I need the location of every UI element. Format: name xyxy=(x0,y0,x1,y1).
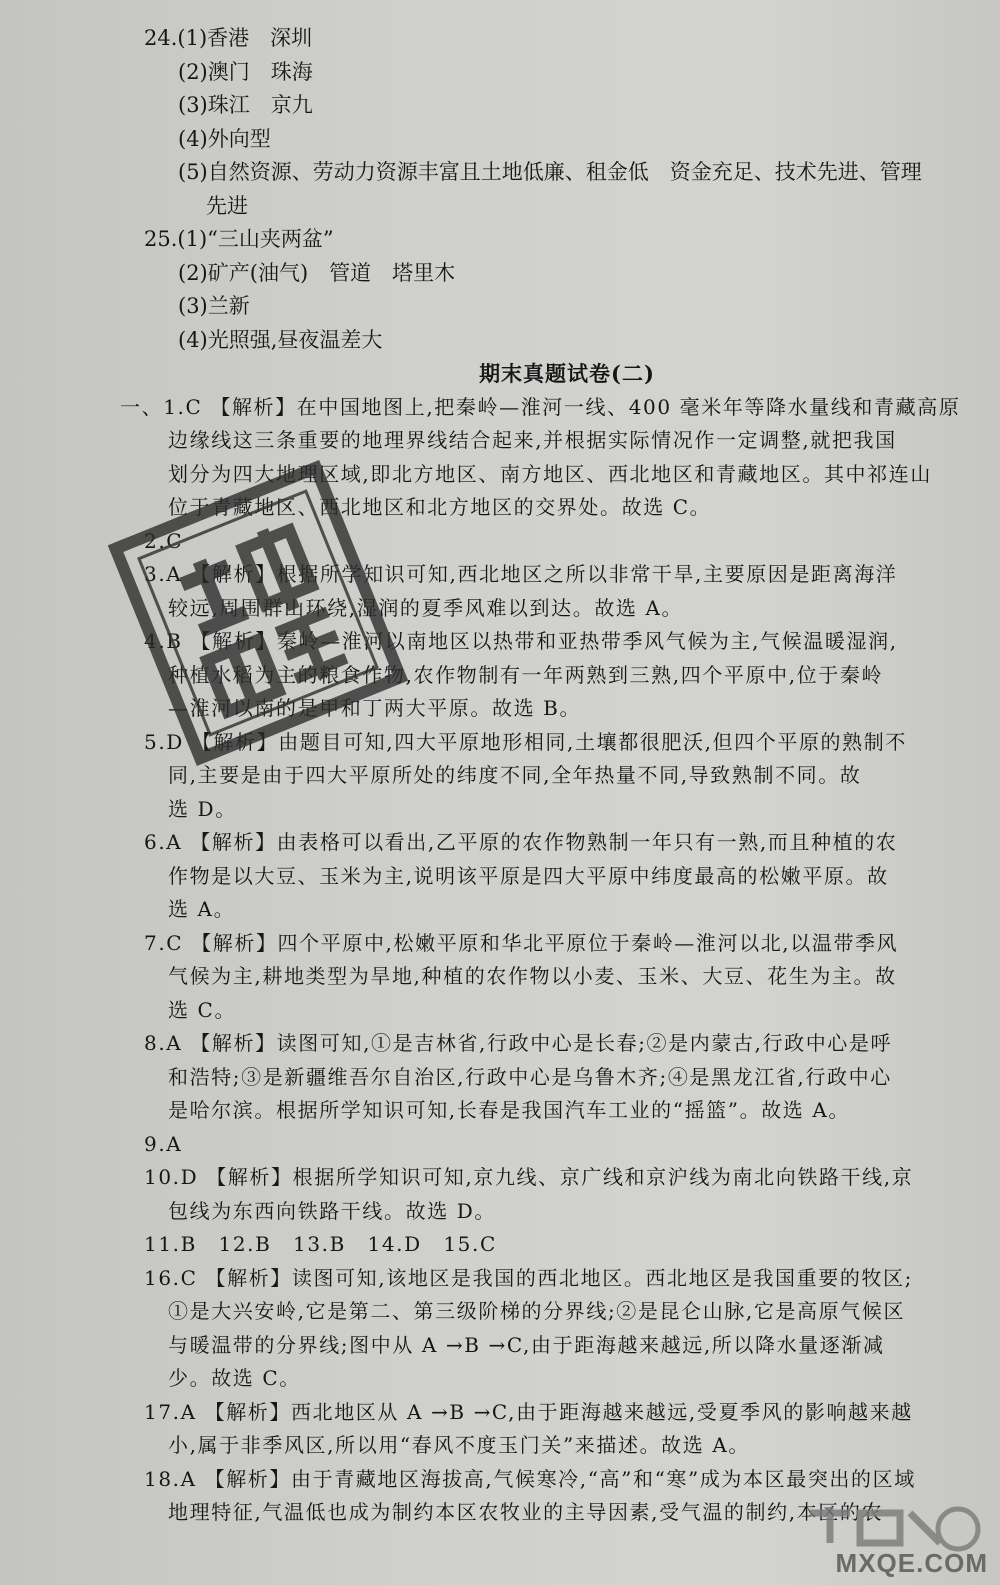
question-continuation-line: 作物是以大豆、玉米为主,说明该平原是四大平原中纬度最高的松嫩平原。故 xyxy=(168,863,889,888)
question-continuation-line: 选 A。 xyxy=(168,897,236,921)
question-continuation-line: 和浩特;③是新疆维吾尔自治区,行政中心是乌鲁木齐;④是黑龙江省,行政中心 xyxy=(168,1064,892,1089)
question-item xyxy=(144,1262,960,1396)
question-item xyxy=(144,726,960,827)
question-first-line: 一、1.C 【解析】在中国地图上,把秦岭—淮河一线、400 毫米年等降水量线和青藏高原 xyxy=(120,394,961,419)
answer-line: (3)珠江 京九 xyxy=(178,93,313,117)
answer-block-24-25 xyxy=(144,22,960,357)
question-continuation-line: ①是大兴安岭,它是第二、第三级阶梯的分界线;②是昆仑山脉,它是高原气候区 xyxy=(168,1299,906,1323)
question-item xyxy=(144,625,960,726)
question-continuation-line: 选 D。 xyxy=(168,796,237,821)
answer-line: (4)外向型 xyxy=(178,126,271,151)
question-continuation-line: 位于青藏地区、西北地区和北方地区的交界处。故选 C。 xyxy=(168,495,712,519)
question-item xyxy=(144,1128,960,1162)
answer-line: (2)矿产(油气) 管道 塔里木 xyxy=(178,260,456,285)
question-first-line: 9.A xyxy=(144,1131,183,1156)
question-continuation-line: 少。故选 C。 xyxy=(168,1366,301,1390)
answer-line: (5)自然资源、劳动力资源丰富且土地低廉、租金低 资金充足、技术先进、管理 xyxy=(178,160,922,184)
answer-line: 25.(1)“三山夹两盆” xyxy=(144,227,334,251)
question-first-line: 16.C 【解析】读图可知,该地区是我国的西北地区。西北地区是我国重要的牧区; xyxy=(144,1265,913,1290)
question-list xyxy=(120,391,961,1530)
question-item xyxy=(144,1396,960,1463)
question-continuation-line: 同,主要是由于四大平原所处的纬度不同,全年热量不同,导致熟制不同。故 xyxy=(168,763,862,787)
watermark-text: MXQE.COM xyxy=(835,1548,988,1578)
question-item xyxy=(144,1161,960,1228)
answer-line: (2)澳门 珠海 xyxy=(178,59,313,84)
question-continuation-line: 包线为东西向铁路干线。故选 D。 xyxy=(168,1198,496,1223)
question-first-line: 4.B 【解析】秦岭—淮河以南地区以热带和亚热带季风气候为主,气候温暖湿润, xyxy=(144,629,898,653)
question-continuation-line: —淮河以南的是甲和丁两大平原。故选 B。 xyxy=(168,696,582,720)
question-first-line: 6.A 【解析】由表格可以看出,乙平原的农作物熟制一年只有一熟,而且种植的农 xyxy=(144,830,898,854)
question-continuation-line: 与暖温带的分界线;图中从 A →B →C,由于距海越来越远,所以降水量逐渐减 xyxy=(168,1332,885,1357)
question-item xyxy=(144,1228,960,1262)
question-first-line: 2.C xyxy=(144,528,184,553)
question-first-line: 17.A 【解析】西北地区从 A →B →C,由于距海越来越远,受夏季风的影响越来越 xyxy=(144,1399,913,1424)
section-title: 期末真题试卷(二) xyxy=(479,361,655,386)
question-first-line: 5.D 【解析】由题目可知,四大平原地形相同,土壤都很肥沃,但四个平原的熟制不 xyxy=(144,729,907,754)
question-continuation-line: 较远,周围群山环绕,湿润的夏季风难以到达。故选 A。 xyxy=(168,595,684,620)
question-item xyxy=(144,826,960,927)
question-continuation-line: 选 C。 xyxy=(168,997,237,1022)
question-item xyxy=(144,927,960,1028)
question-first-line: 7.C 【解析】四个平原中,松嫩平原和华北平原位于秦岭—淮河以北,以温带季风 xyxy=(144,930,899,955)
question-continuation-line: 地理特征,气温低也成为制约本区农牧业的主导因素,受气温的制约,本区的农 xyxy=(168,1500,884,1524)
question-item xyxy=(144,1027,960,1128)
answer-line: (4)光照强,昼夜温差大 xyxy=(178,327,383,352)
question-item xyxy=(120,391,961,525)
question-item xyxy=(144,1463,960,1530)
question-first-line: 8.A 【解析】读图可知,①是吉林省,行政中心是长春;②是内蒙古,行政中心是呼 xyxy=(144,1031,893,1055)
question-item xyxy=(144,558,960,625)
question-continuation-line: 划分为四大地理区域,即北方地区、南方地区、西北地区和青藏地区。其中祁连山 xyxy=(168,461,932,486)
question-first-line: 18.A 【解析】由于青藏地区海拔高,气候寒冷,“高”和“寒”成为本区最突出的区域 xyxy=(144,1466,916,1491)
answer-line: (3)兰新 xyxy=(178,294,250,318)
question-continuation-line: 种植水稻为主的粮食作物,农作物制有一年两熟到三熟,四个平原中,位于秦岭 xyxy=(168,662,884,687)
answer-line: 先进 xyxy=(206,193,248,218)
answer-line: 24.(1)香港 深圳 xyxy=(144,26,313,50)
question-continuation-line: 气候为主,耕地类型为旱地,种植的农作物以小麦、玉米、大豆、花生为主。故 xyxy=(168,964,897,988)
question-first-line: 10.D 【解析】根据所学知识可知,京九线、京广线和京沪线为南北向铁路干线,京 xyxy=(144,1165,914,1189)
question-continuation-line: 小,属于非季风区,所以用“春风不度玉门关”来描述。故选 A。 xyxy=(168,1433,750,1457)
question-first-line: 11.B 12.B 13.B 14.D 15.C xyxy=(144,1232,497,1256)
question-item xyxy=(144,525,960,559)
question-continuation-line: 是哈尔滨。根据所学知识可知,长春是我国汽车工业的“摇篮”。故选 A。 xyxy=(168,1098,851,1122)
question-continuation-line: 边缘线这三条重要的地理界线结合起来,并根据实际情况作一定调整,就把我国 xyxy=(168,428,897,452)
question-first-line: 3.A 【解析】根据所学知识可知,西北地区之所以非常干旱,主要原因是距离海洋 xyxy=(144,562,898,586)
